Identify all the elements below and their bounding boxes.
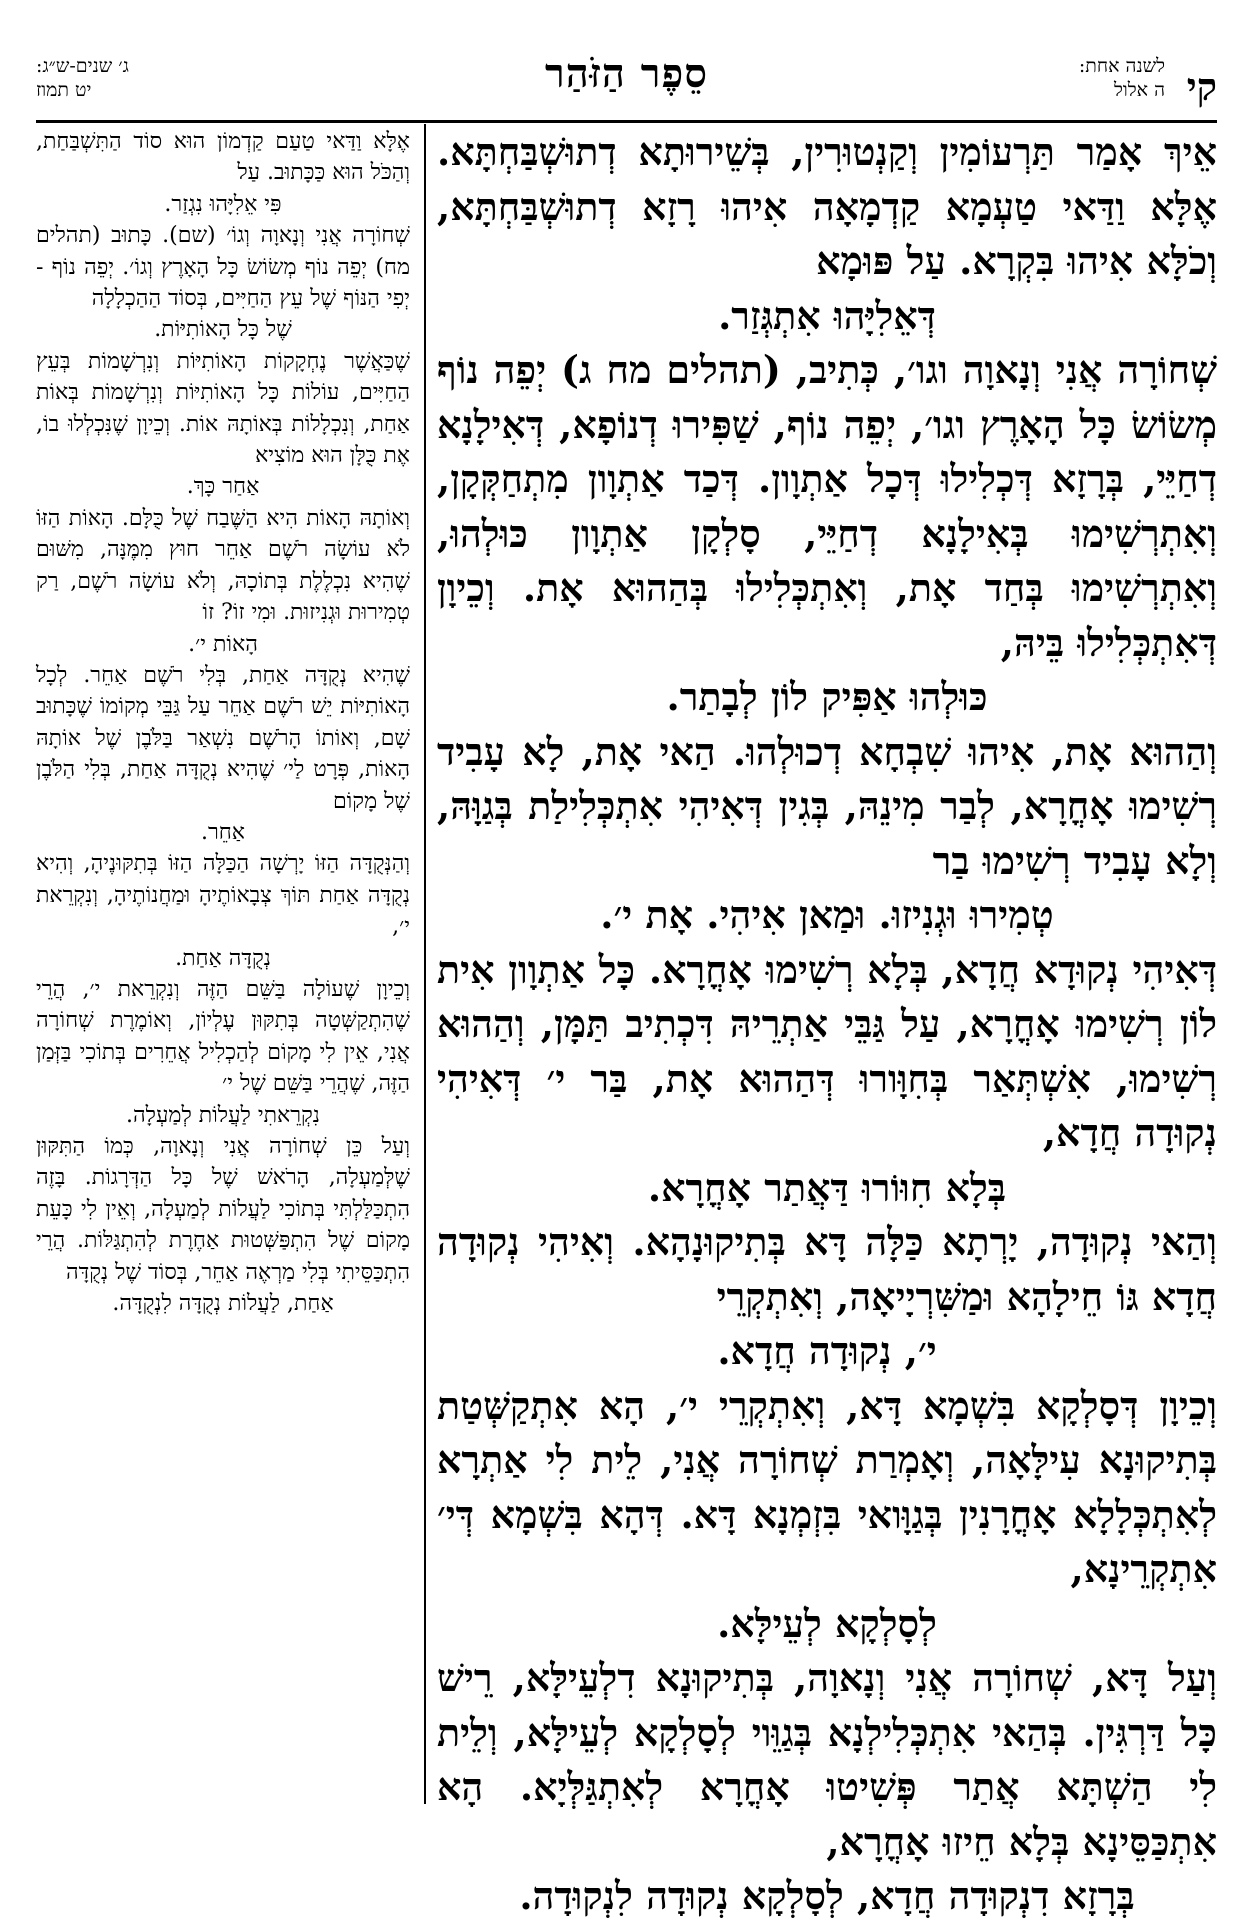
side-paragraph (36, 660, 410, 848)
header-right-line-1: לשנה אחת: (1078, 55, 1165, 77)
paragraph-last-line: בְּרָזָא דִנְקוּדָה חֲדָא, לְסָלְקָא נְקוּדָה לִנְקוּדָה. (519, 1873, 1135, 1918)
paragraph-last-line: לְסָלְקָא לְעֵילָּא. (717, 1600, 937, 1646)
main-paragraph (437, 125, 1217, 343)
paragraph-last-line: כּוּלְהוּ אַפִּיק לוֹן לְבָתַר. (666, 674, 988, 719)
main-paragraph (437, 725, 1217, 943)
side-paragraph (36, 848, 410, 974)
book-page (36, 0, 1217, 1918)
paragraph-text: דְּאִיהִי נְקוּדָא חֲדָא, בְּלָא רְשִׁימוּ אָחֳרָא. כָּל אַתְוָון אִית לוֹן רְשִׁימוּ אָחֳרָא, עַל גַּבֵּי אַתְרֵיהּ דִּכְתִיב תַּמָּן, וְהַהוּא רְשִׁימוּ, אִשְׁתְּאַר בְּחִוָּורוּ דְּהַהוּא אָת, בַּר י׳ דְּאִיהִי נְקוּדָה חֲדָא, (437, 946, 1217, 1155)
main-text-column (437, 125, 1217, 1924)
side-paragraph (36, 126, 410, 220)
translation-column (36, 126, 410, 1319)
header-left-line-2: יט תמוז (36, 79, 92, 101)
paragraph-last-line: נְקֻדָּה אַחַת. (175, 945, 271, 971)
side-paragraph (36, 220, 410, 346)
main-paragraph (437, 343, 1217, 725)
main-paragraph (437, 943, 1217, 1216)
header-right-line-2: ה אלול (1113, 79, 1165, 101)
main-paragraph (437, 1651, 1217, 1924)
paragraph-last-line: דְּאֵלִיָּהוּ אִתְגְּזַר. (718, 292, 936, 338)
side-paragraph (36, 346, 410, 503)
paragraph-text: וְכֵיוָן שֶׁעוֹלָה בַּשֵּׁם הַזֶּה וְנִקְרֵאת י׳, הֲרֵי שֶׁהִתְקַשְּׁטָה בְּתִקּוּן עֶלְיוֹן, וְאוֹמֶרֶת שְׁחוֹרָה אֲנִי, אֵין לִי מָקוֹם לְהַכְלִיל אֲחֵרִים בְּתוֹכִי בַּזְּמַן הַזֶּה, שֶׁהֲרֵי בַּשֵּׁם שֶׁל י׳ (36, 976, 410, 1097)
paragraph-text: שֶׁכַּאֲשֶׁר נֶחְקָקוֹת הָאוֹתִיּוֹת וְנִרְשָׁמוֹת בְּעֵץ הַחַיִּים, עוֹלוֹת כָּל הָאוֹתִיּוֹת וְנִרְשָׁמוֹת בְּאוֹת אַחַת, וְנִכְלָלוֹת בְּאוֹתָהּ אוֹת. וְכֵיוָן שֶׁנִּכְלְלוּ בוֹ, אֶת כֻּלָּן הוּא מוֹצִיא (36, 348, 410, 469)
main-paragraph (437, 1215, 1217, 1379)
header-left-line-1: ג׳ שנים-ש״ג: (36, 55, 129, 77)
paragraph-text: וְהַאי נְקוּדָה, יָרְתָא כַּלָּה דָּא בְּתִיקוּנָהָא. וְאִיהִי נְקוּדָה חֲדָא גּוֹ חֵילָהָא וּמַשִּׁרְיָיאָה, וְאִתְקְרֵי (437, 1219, 1217, 1319)
paragraph-last-line: הָאוֹת י׳. (188, 631, 258, 657)
paragraph-text: וְכֵיוָן דְּסָלְקָא בִּשְׁמָא דָּא, וְאִתְקְרֵי י׳, הָא אִתְקַשְּׁטַת בְּתִיקוּנָא עִילָּאָה, וְאָמְרַת שְׁחוֹרָה אֲנִי, לֵית לִי אַתְרָא לְאִתְכְּלָלָא אָחֳרָנִין בְּגַוָּואי בִּזְמְנָא דָּא. דְּהָא בִּשְׁמָא דְּי׳ אִתְקְרֵינָא, (437, 1382, 1217, 1591)
paragraph-last-line: שֶׁל כָּל הָאוֹתִיּוֹת. (154, 317, 292, 343)
book-title: סֵפֶר הַזֹּהַר (545, 50, 708, 97)
paragraph-text: וְעַל כֵּן שְׁחוֹרָה אֲנִי וְנָאוָה, כְּמוֹ הַתִּקּוּן שֶׁלְּמַעְלָה, הָרֹאשׁ שֶׁל כָּל הַדְּרָגוֹת. בָּזֶה הִתְכַּלַּלְתִּי בְּתוֹכִי לַעֲלוֹת לְמַעְלָה, וְאֵין לִי כָּעֵת מָקוֹם שֶׁל הִתְפַּשְּׁטוּת אַחֶרֶת לְהִתְגַּלּוֹת. הֲרֵי הִתְכַּסֵּיתִי בְּלִי מַרְאֶה אַחֵר, בְּסוֹד שֶׁל נְקֻדָּה (36, 1134, 410, 1285)
paragraph-last-line: נִקְרֵאתִי לַעֲלוֹת לְמַעְלָה. (126, 1102, 320, 1128)
paragraph-last-line: אַחַר כָּךְ. (186, 474, 260, 500)
side-paragraph (36, 974, 410, 1131)
paragraph-text: אֵיךְ אָמַר תַּרְעוֹמִין וְקַנְטוּרִין, בְּשֵׁירוּתָא דְתוּשְׁבַּחְתָּא. אֶלָּא וַדַּאי טַעְמָא קַדְמָאָה אִיהוּ רָזָא דְתוּשְׁבַּחְתָּא, וְכֹלָּא אִיהוּ בִּקְרָא. עַל פּוּמָא (437, 129, 1217, 283)
page-number: קי (1186, 64, 1217, 109)
header-rule (36, 120, 1217, 123)
paragraph-last-line: פִּי אֵלִיָּהוּ נִגְזַר. (164, 191, 282, 217)
header-left-info (36, 54, 129, 102)
side-paragraph (36, 503, 410, 660)
paragraph-text: שְׁחוֹרָה אֲנִי וְנָאוָה וְגוֹ׳ (שם). כָּתוּב (תהלים מח) יְפֵה נוֹף מְשׂוֹשׂ כָּל הָאָרֶץ וְגוֹ׳. יְפֵה נוֹף - יְפִי הַנּוֹף שֶׁל עֵץ הַחַיִּים, בְּסוֹד הַהַכְלָלָה (36, 223, 410, 312)
paragraph-text: שְׁחוֹרָה אֲנִי וְנָאוָה וגו׳, כְּתִיב, (תהלים מח ג) יְפֵה נוֹף מְשׂוֹשׂ כָּל הָאָרֶץ וגו׳, יְפֵה נוֹף, שַׁפִּירוּ דְנוֹפָא, דְּאִילָנָא דְחַיֵּי, בְּרָזָא דְּכְלִילוּ דְּכָל אַתְוָון. דְּכַד אַתְוָון מִתְחַקְּקָן, וְאִתְרְשִׁימוּ בְּאִילָנָא דְחַיֵּי, סָלְקָן אַתְוָון כּוּלְהוּ, וְאִתְרְשִׁימוּ בְּחַד אָת, וְאִתְכְּלִילוּ בְּהַהוּא אָת. וְכֵיוָן דְּאִתְכְּלִילוּ בֵּיהּ, (437, 347, 1217, 665)
paragraph-last-line: אַחַת, לַעֲלוֹת נְקֻדָּה לִנְקֻדָּה. (112, 1291, 334, 1317)
side-paragraph (36, 1131, 410, 1319)
paragraph-last-line: אַחֵר. (200, 819, 246, 845)
paragraph-text: וְעַל דָּא, שְׁחוֹרָה אֲנִי וְנָאוָה, בְּתִיקוּנָא דִלְעֵילָּא, רֵישׁ כָּל דַּרְגִּין. בְּהַאי אִתְכְּלִילְנָא בְּגַוֵּוי לְסָלְקָא לְעֵילָּא, וְלֵית לִי הַשְׁתָּא אֲתַר פְּשִׁיטוּ אָחֳרָא לְאִתְגַּלְּיָא. הָא אִתְכַּסֵּינָא בְּלָא חֵיזוּ אָחֳרָא, (437, 1655, 1217, 1864)
paragraph-last-line: בְּלָא חִוּוֹרוּ דַּאֲתַר אָחֳרָא. (647, 1164, 1007, 1210)
paragraph-text: וְאוֹתָהּ הָאוֹת הִיא הַשֶּׁבַח שֶׁל כֻּלָּם. הָאוֹת הַזּוֹ לֹא עוֹשָׂה רֹשֶׁם אַחֵר חוּץ מִמֶּנָּה, מִשּׁוּם שֶׁהִיא נִכְלֶלֶת בְּתוֹכָהּ, וְלֹא עוֹשָׂה רֹשֶׁם, רַק טְמִירוּת וּגְנִיזוּת. וּמִי זוֹ? זוֹ (36, 505, 410, 626)
column-divider (424, 124, 426, 1804)
paragraph-text: שֶׁהִיא נְקֻדָּה אַחַת, בְּלִי רֹשֶׁם אַחֵר. לְכָל הָאוֹתִיּוֹת יֵשׁ רֹשֶׁם אַחֵר עַל גַּבֵּי מְקוֹמוֹ שֶׁכָּתוּב שָׁם, וְאוֹתוֹ הָרֹשֶׁם נִשְׁאַר בַּלֹּבֶן שֶׁל אוֹתָהּ הָאוֹת, פְּרָט לַי׳ שֶׁהִיא נְקֻדָּה אַחַת, בְּלִי הַלֹּבֶן שֶׁל מָקוֹם (36, 662, 410, 814)
main-paragraph (437, 1379, 1217, 1652)
paragraph-text: אֶלָּא וַדַּאי טַעַם קַדְמוֹן הוּא סוֹד הַתִּשְׁבַּחַת, וְהַכֹּל הוּא כַּכָּתוּב. עַל (36, 129, 410, 186)
paragraph-last-line: י׳, נְקוּדָה חֲדָא. (717, 1328, 937, 1373)
paragraph-text: וְהַהוּא אָת, אִיהוּ שִׁבְחָא דְכוּלְהוּ. הַאי אָת, לָא עָבִיד רְשִׁימוּ אָחֳרָא, לְבַר מִינֵהּ, בְּגִין דְּאִיהִי אִתְכְּלִילַת בְּגַוָּהּ, וְלָא עָבִיד רְשִׁימוּ בַר (437, 728, 1217, 883)
paragraph-last-line: טְמִירוּ וּגְנִיזוּ. וּמַאן אִיהִי. אָת י׳. (600, 892, 1054, 937)
paragraph-text: וְהַנְּקֻדָּה הַזּוֹ יָרְשָׁה הַכַּלָּה הַזּוֹ בְּתִקּוּנֶיהָ, וְהִיא נְקֻדָּה אַחַת תּוֹךְ צְבָאוֹתֶיהָ וּמַחֲנוֹתֶיהָ, וְנִקְרֵאת י׳, (36, 851, 410, 940)
